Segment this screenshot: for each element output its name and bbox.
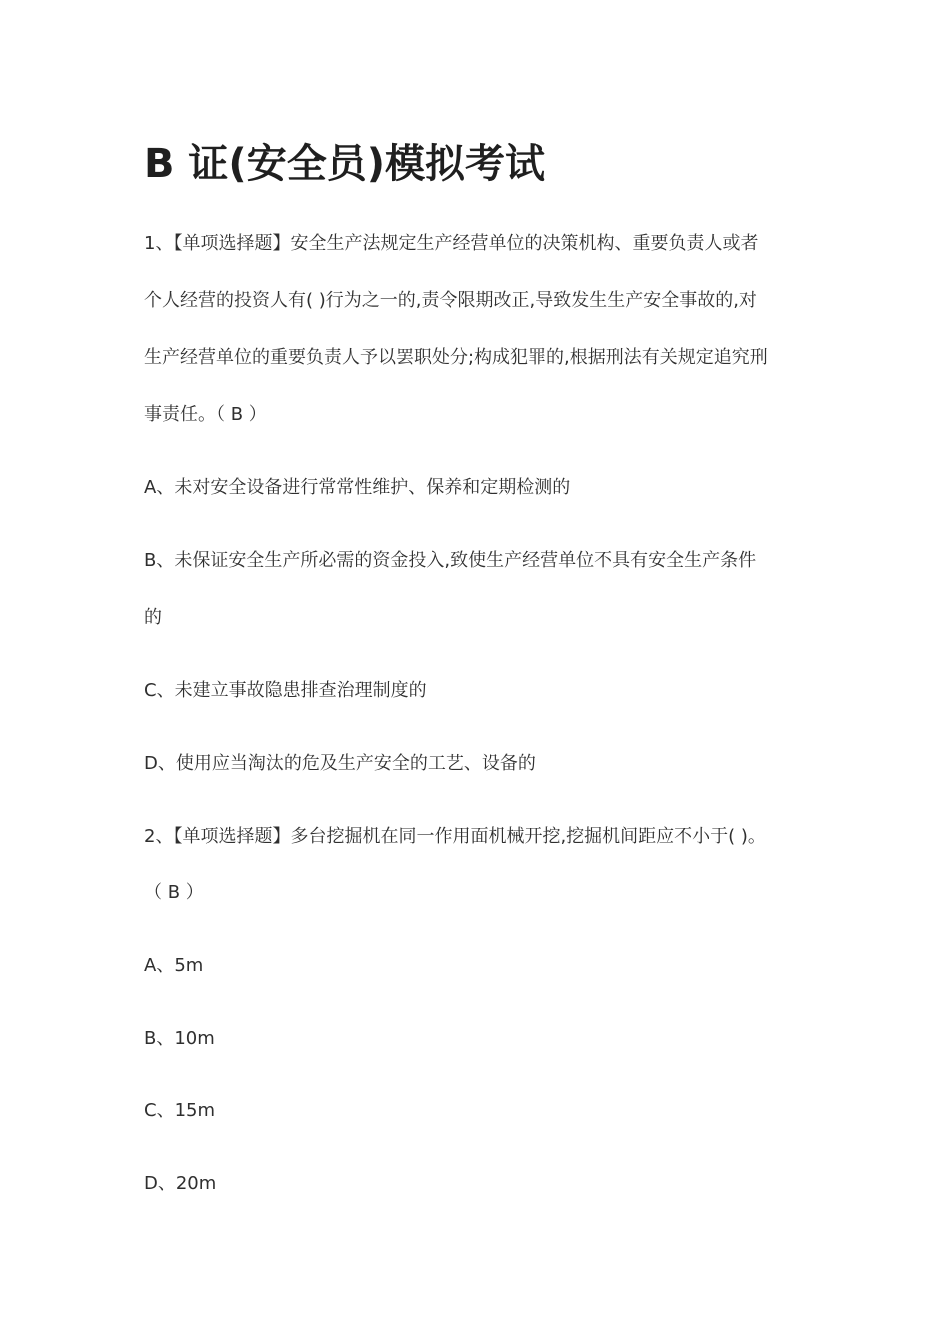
question-1-line-4: 事责任。（ B ） <box>144 404 267 425</box>
question-1-option-c: C、未建立事故隐患排查治理制度的 <box>144 680 427 701</box>
question-2-option-c: C、15m <box>144 1100 216 1121</box>
question-1-line-3: 生产经营单位的重要负责人予以罢职处分;构成犯罪的,根据刑法有关规定追究刑 <box>144 347 768 368</box>
question-2-line-1: 2、【单项选择题】多台挖掘机在同一作用面机械开挖,挖掘机间距应不小于( )。 <box>144 826 766 847</box>
question-1-option-a: A、未对安全设备进行常常性维护、保养和定期检测的 <box>144 477 571 498</box>
question-2-line-2: （ B ） <box>144 882 204 903</box>
question-2-option-b: B、10m <box>144 1028 215 1049</box>
question-1-option-b-line-2: 的 <box>144 607 162 628</box>
question-1-line-2: 个人经营的投资人有( )行为之一的,责令限期改正,导致发生生产安全事故的,对 <box>144 290 757 311</box>
question-2-option-d: D、20m <box>144 1173 217 1194</box>
document-title: B 证(安全员)模拟考试 <box>144 141 545 187</box>
question-2-option-a: A、5m <box>144 955 204 976</box>
question-1-option-d: D、使用应当淘汰的危及生产安全的工艺、设备的 <box>144 753 536 774</box>
question-1-option-b-line-1: B、未保证安全生产所必需的资金投入,致使生产经营单位不具有安全生产条件 <box>144 550 757 571</box>
question-1-line-1: 1、【单项选择题】安全生产法规定生产经营单位的决策机构、重要负责人或者 <box>144 233 759 254</box>
